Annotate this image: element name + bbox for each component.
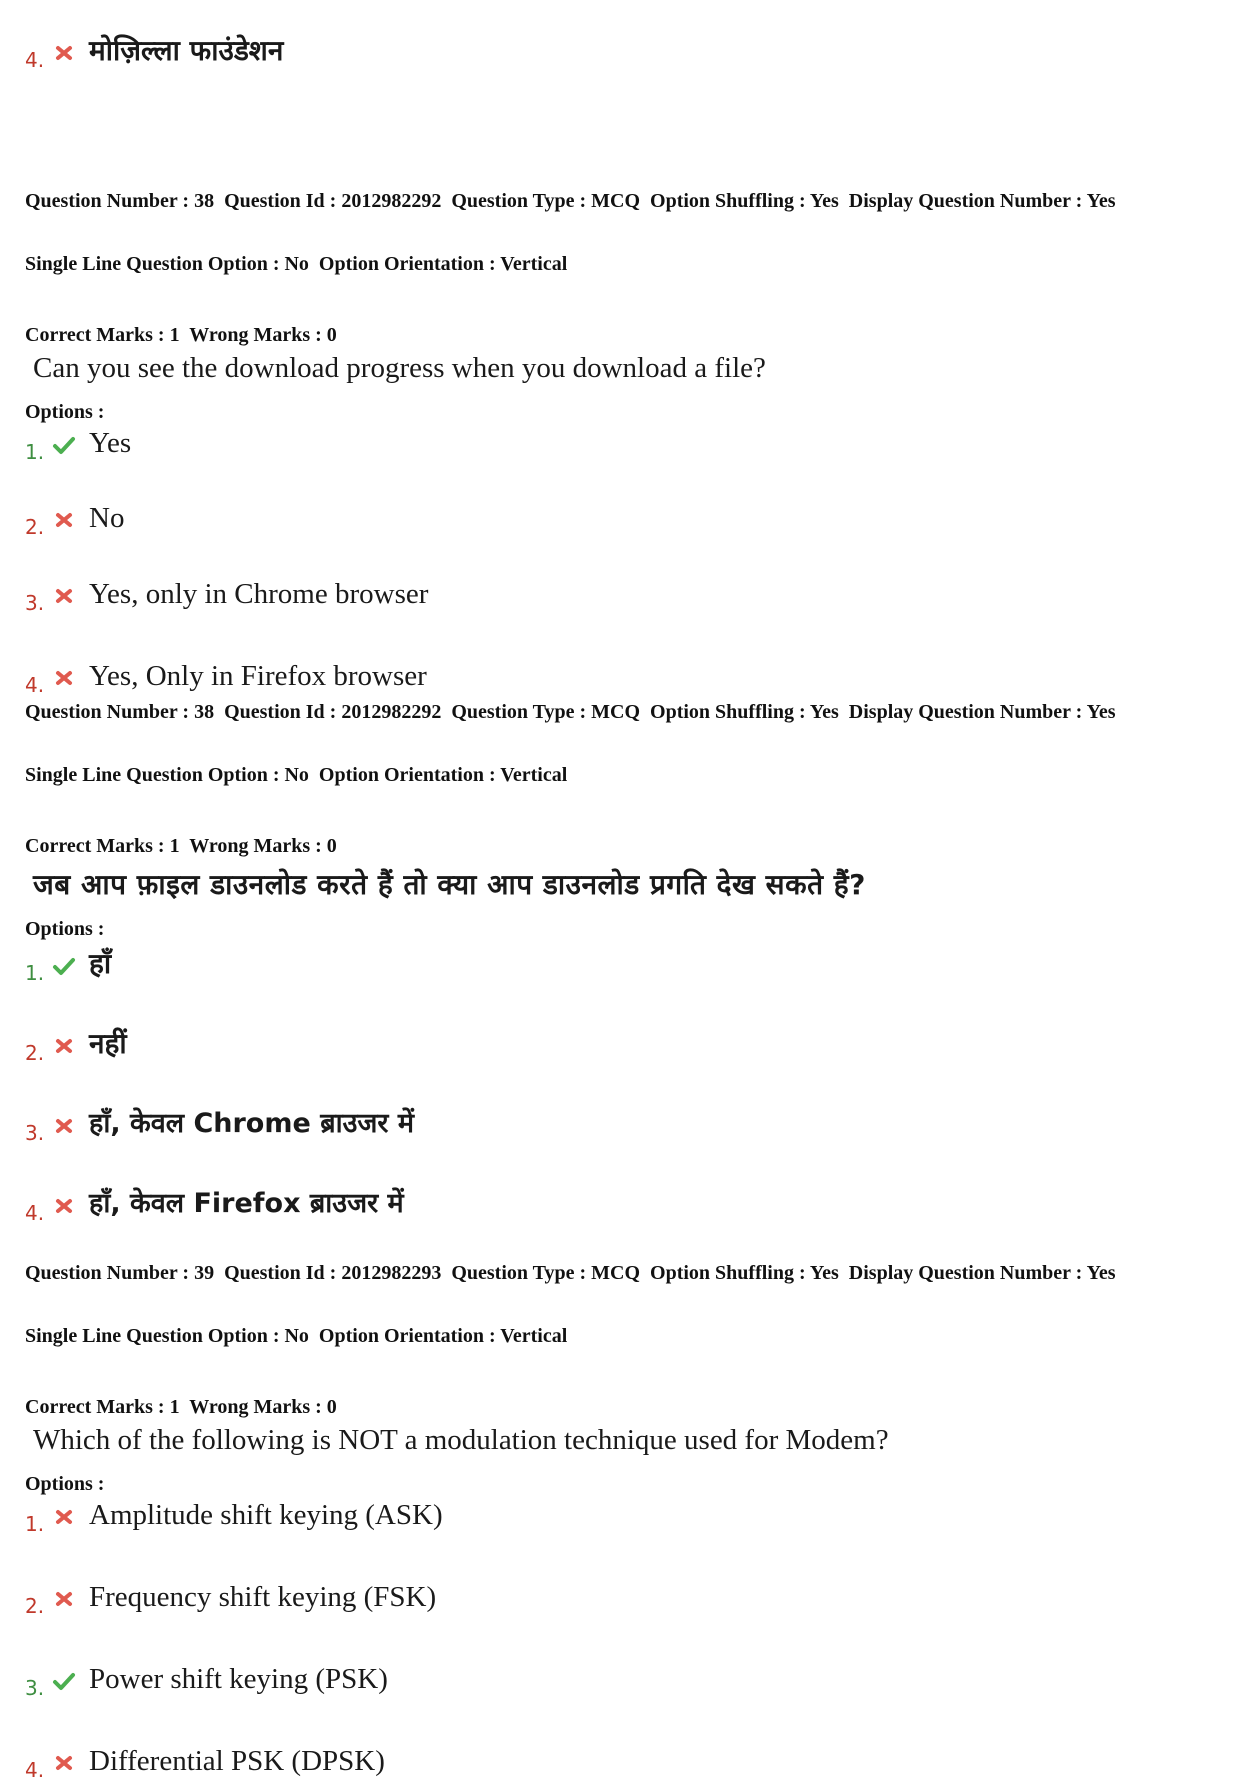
option-number: 2.	[25, 1594, 45, 1618]
question-marks: Correct Marks : 1 Wrong Marks : 0	[25, 1396, 337, 1418]
option-item	[25, 1744, 1225, 1784]
option-item	[25, 426, 1225, 466]
cross-icon	[51, 1750, 77, 1776]
option-number: 1.	[25, 961, 45, 985]
options-list	[25, 1498, 1225, 1784]
option-number: 3.	[25, 1121, 45, 1145]
option-text: हाँ, केवल Chrome ब्राउजर में	[89, 1108, 415, 1139]
option-item	[25, 1662, 1225, 1702]
question-marks: Correct Marks : 1 Wrong Marks : 0	[25, 324, 337, 346]
cross-icon	[51, 583, 77, 609]
option-text: नहीं	[89, 1027, 127, 1060]
option-number: 1.	[25, 440, 45, 464]
question-text: Which of the following is NOT a modulation technique used for Modem?	[33, 1424, 889, 1456]
question-text: जब आप फ़ाइल डाउनलोड करते हैं तो क्या आप डाउनलोड प्रगति देख सकते हैं?	[33, 868, 866, 901]
option-number: 2.	[25, 515, 45, 539]
question-meta	[25, 1221, 1225, 1389]
option-item	[25, 947, 1225, 987]
options-label: Options :	[25, 1473, 105, 1495]
question-meta-line-2: Single Line Question Option : No Option Orientation : Vertical	[25, 253, 568, 275]
question-meta-line-1: Question Number : 39 Question Id : 2012982293 Question Type : MCQ Option Shuffling : Yes Display Question Number : Yes	[25, 1262, 1116, 1284]
trailing-option	[25, 34, 1240, 74]
option-text: Power shift keying (PSK)	[89, 1663, 388, 1695]
option-item	[25, 1580, 1225, 1620]
option-text: मोज़िल्ला फाउंडेशन	[89, 34, 284, 67]
option-item	[25, 1027, 1225, 1067]
check-icon	[51, 432, 77, 458]
option-number: 4.	[25, 673, 45, 697]
question-block	[25, 660, 1225, 1227]
question-meta	[25, 149, 1225, 317]
cross-icon	[51, 1504, 77, 1530]
option-number: 2.	[25, 1041, 45, 1065]
option-text: हाँ, केवल Firefox ब्राउजर में	[89, 1188, 404, 1219]
option-text: Yes, only in Chrome browser	[89, 578, 429, 610]
options-list	[25, 947, 1225, 1227]
option-item	[25, 1498, 1225, 1538]
option-text: Differential PSK (DPSK)	[89, 1745, 385, 1777]
question-meta-line-1: Question Number : 38 Question Id : 2012982292 Question Type : MCQ Option Shuffling : Yes Display Question Number : Yes	[25, 190, 1116, 212]
option-text: Yes	[89, 427, 132, 459]
cross-icon	[51, 1586, 77, 1612]
question-block	[25, 1221, 1225, 1784]
question-meta-line-2: Single Line Question Option : No Option Orientation : Vertical	[25, 1325, 568, 1347]
option-item	[25, 577, 1225, 617]
cross-icon	[51, 1193, 77, 1219]
option-number: 4.	[25, 48, 45, 72]
options-label: Options :	[25, 918, 105, 940]
check-icon	[51, 1668, 77, 1694]
option-number: 4.	[25, 1201, 45, 1225]
option-text: Yes, Only in Firefox browser	[89, 660, 427, 692]
question-marks: Correct Marks : 1 Wrong Marks : 0	[25, 835, 337, 857]
option-text: हाँ	[89, 947, 112, 980]
options-list	[25, 426, 1225, 699]
cross-icon	[51, 40, 77, 66]
option-item	[25, 1107, 1225, 1147]
cross-icon	[51, 1033, 77, 1059]
option-text: Frequency shift keying (FSK)	[89, 1581, 437, 1613]
question-text: Can you see the download progress when you download a file?	[33, 352, 766, 384]
question-meta	[25, 660, 1225, 828]
option-text: No	[89, 502, 125, 534]
cross-icon	[51, 507, 77, 533]
question-meta-line-2: Single Line Question Option : No Option Orientation : Vertical	[25, 764, 568, 786]
question-meta-line-1: Question Number : 38 Question Id : 2012982292 Question Type : MCQ Option Shuffling : Yes Display Question Number : Yes	[25, 701, 1116, 723]
option-number: 3.	[25, 591, 45, 615]
option-number: 1.	[25, 1512, 45, 1536]
cross-icon	[51, 1113, 77, 1139]
option-number: 4.	[25, 1758, 45, 1782]
option-item	[25, 501, 1225, 541]
question-block	[25, 149, 1225, 699]
check-icon	[51, 953, 77, 979]
option-text: Amplitude shift keying (ASK)	[89, 1499, 443, 1531]
option-number: 3.	[25, 1676, 45, 1700]
options-label: Options :	[25, 401, 105, 423]
